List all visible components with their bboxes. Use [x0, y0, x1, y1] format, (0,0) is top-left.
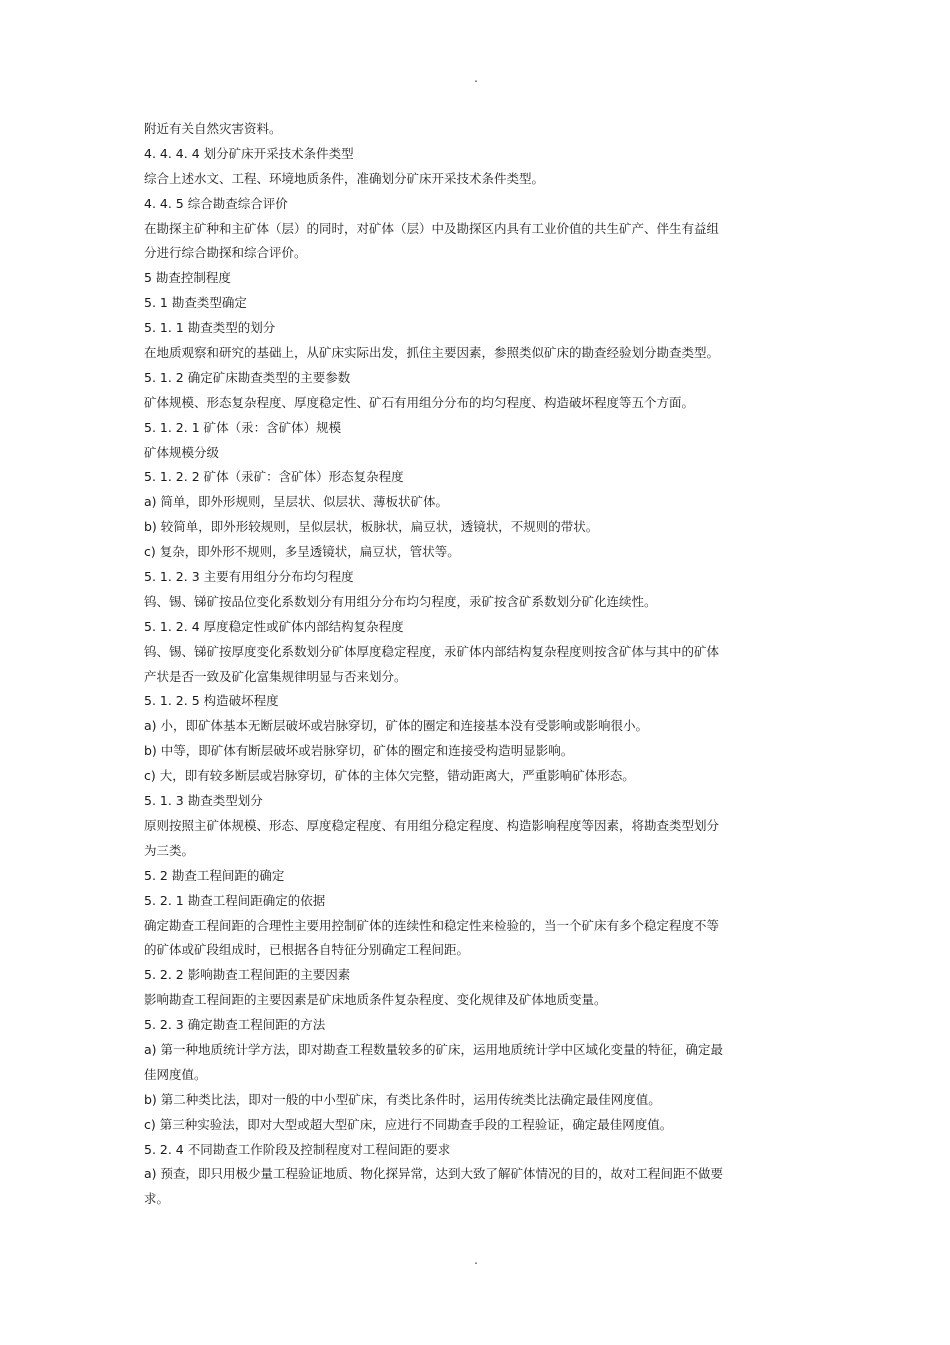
list-item: b) 中等，即矿体有断层破坏或岩脉穿切，矿体的圈定和连接受构造明显影响。 [144, 743, 574, 759]
section-heading: 5. 2. 1 勘查工程间距确定的依据 [144, 892, 326, 908]
list-item: a) 简单，即外形规则，呈层状、似层状、薄板状矿体。 [144, 494, 449, 510]
text-line: 综合上述水文、工程、环境地质条件，准确划分矿床开采技术条件类型。 [144, 170, 545, 186]
text-line: 原则按照主矿体规模、形态、厚度稳定程度、有用组分稳定程度、构造影响程度等因素，将勘查类型划分 [144, 817, 720, 833]
list-item: a) 预查，即只用极少量工程验证地质、物化探异常，达到大致了解矿体情况的目的，故对工程间距不做要 [144, 1166, 724, 1182]
list-item: c) 大，即有较多断层或岩脉穿切，矿体的主体欠完整，错动距离大，严重影响矿体形态。 [144, 768, 635, 784]
section-heading: 5. 1. 2. 3 主要有用组分分布均匀程度 [144, 569, 354, 585]
text-line: 钨、锡、锑矿按厚度变化系数划分矿体厚度稳定程度，汞矿体内部结构复杂程度则按含矿体与其中的矿体 [144, 643, 720, 659]
text-line: 确定勘查工程间距的合理性主要用控制矿体的连续性和稳定性来检验的，当一个矿床有多个稳定程度不等 [144, 917, 720, 933]
section-heading: 5. 2. 3 确定勘查工程间距的方法 [144, 1017, 326, 1033]
text-line: 产状是否一致及矿化富集规律明显与否来划分。 [144, 668, 407, 684]
text-line: 在勘探主矿种和主矿体（层）的同时，对矿体（层）中及勘探区内具有工业价值的共生矿产、伴生有益组 [144, 220, 720, 236]
list-item: b) 较简单，即外形较规则，呈似层状，板脉状，扁豆状，透镜状，不规则的带状。 [144, 519, 599, 535]
section-heading: 5. 1. 2. 4 厚度稳定性或矿体内部结构复杂程度 [144, 618, 404, 634]
section-heading: 5. 1 勘查类型确定 [144, 295, 247, 311]
section-heading: 5. 1. 2. 2 矿体（汞矿：含矿体）形态复杂程度 [144, 469, 404, 485]
list-item: b) 第二种类比法，即对一般的中小型矿床，有类比条件时，运用传统类比法确定最佳网度值。 [144, 1091, 661, 1107]
text-line: 为三类。 [144, 842, 195, 858]
section-heading: 5. 2 勘查工程间距的确定 [144, 867, 285, 883]
list-item: 求。 [144, 1191, 170, 1207]
section-heading: 4. 4. 5 综合勘查综合评价 [144, 195, 288, 211]
list-item: 佳网度值。 [144, 1066, 207, 1082]
text-line: 的矿体或矿段组成时，已根据各自特征分别确定工程间距。 [144, 942, 470, 958]
section-heading: 5. 1. 2. 1 矿体（汞：含矿体）规模 [144, 419, 342, 435]
text-line: 钨、锡、锑矿按品位变化系数划分有用组分分布均匀程度，汞矿按含矿系数划分矿化连续性。 [144, 593, 657, 609]
footer-dot: . [474, 1253, 478, 1267]
text-line: 矿体规模分级 [144, 444, 220, 460]
section-heading: 5. 1. 2. 5 构造破坏程度 [144, 693, 279, 709]
text-line: 矿体规模、形态复杂程度、厚度稳定性、矿石有用组分分布的均匀程度、构造破坏程度等五个方面。 [144, 394, 695, 410]
header-dot: . [474, 71, 478, 85]
section-heading: 5. 1. 2 确定矿床勘查类型的主要参数 [144, 369, 351, 385]
section-heading: 5. 2. 2 影响勘查工程间距的主要因素 [144, 967, 351, 983]
section-heading: 5 勘查控制程度 [144, 270, 231, 286]
text-line: 分进行综合勘探和综合评价。 [144, 245, 307, 261]
list-item: c) 第三种实验法，即对大型或超大型矿床，应进行不同勘查手段的工程验证，确定最佳网度值。 [144, 1116, 673, 1132]
list-item: c) 复杂，即外形不规则，多呈透镜状，扁豆状，管状等。 [144, 544, 460, 560]
list-item: a) 小，即矿体基本无断层破坏或岩脉穿切，矿体的圈定和连接基本没有受影响或影响很小。 [144, 718, 649, 734]
section-heading: 5. 1. 3 勘查类型划分 [144, 793, 263, 809]
list-item: a) 第一种地质统计学方法，即对勘查工程数量较多的矿床，运用地质统计学中区域化变量的特征，确定最 [144, 1041, 724, 1057]
section-heading: 5. 1. 1 勘查类型的划分 [144, 320, 276, 336]
text-line: 影响勘查工程间距的主要因素是矿床地质条件复杂程度、变化规律及矿体地质变量。 [144, 992, 607, 1008]
text-line: 附近有关自然灾害资料。 [144, 121, 282, 136]
text-line: 在地质观察和研究的基础上，从矿床实际出发，抓住主要因素，参照类似矿床的勘查经验划分勘查类型。 [144, 345, 720, 361]
document-body [144, 117, 744, 1212]
section-heading: 5. 2. 4 不同勘查工作阶段及控制程度对工程间距的要求 [144, 1141, 451, 1157]
section-heading: 4. 4. 4. 4 划分矿床开采技术条件类型 [144, 145, 354, 161]
